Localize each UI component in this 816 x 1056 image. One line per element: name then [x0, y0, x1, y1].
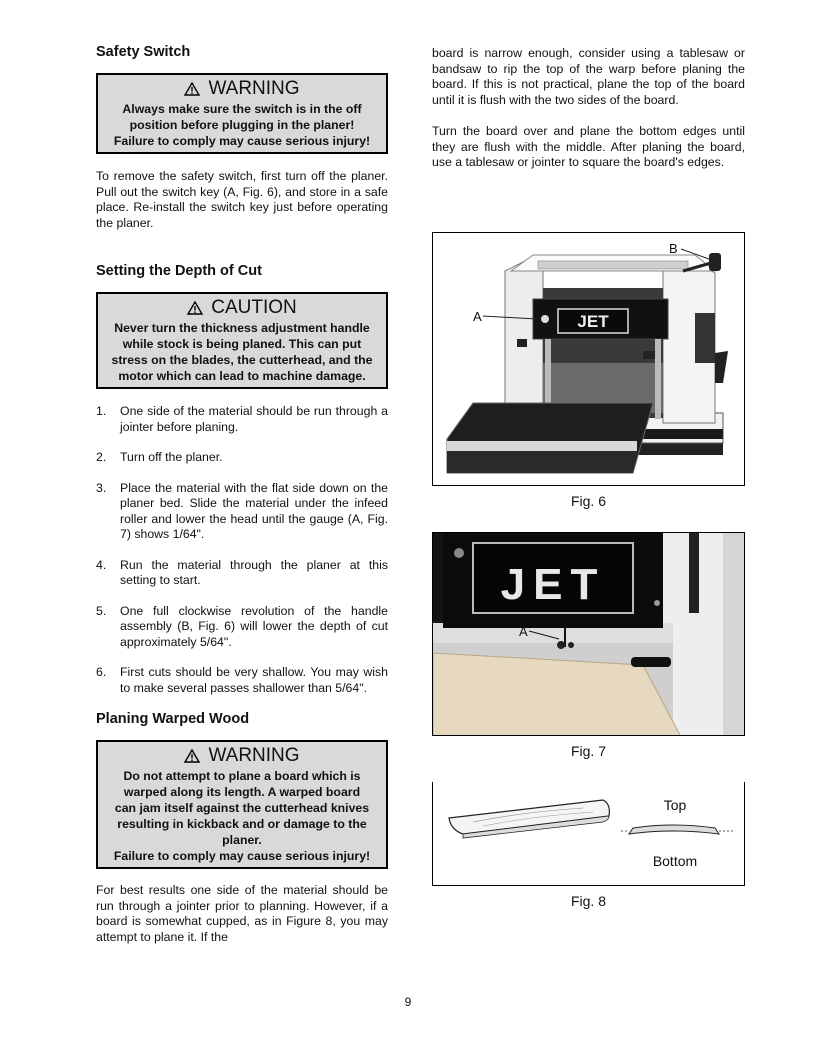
- warning-box-warped: [96, 740, 388, 869]
- figure-8-caption: Fig. 8: [570, 893, 606, 909]
- step-number: 2.: [96, 450, 107, 464]
- fig6-label-b: B: [669, 241, 678, 256]
- figure-7-photo: [432, 532, 745, 736]
- list-item: [96, 665, 388, 696]
- caution-title: [104, 296, 380, 320]
- warning-title: [104, 77, 380, 101]
- warning-line: resulting in kickback and or damage to the: [117, 817, 367, 831]
- step-text: First cuts should be very shallow. You may wish to make several passes shallower than 5/64".: [120, 665, 388, 695]
- warped-continuation-paragraph: board is narrow enough, consider using a tablesaw or bandsaw to rip the top of the warp before planing the board. If this is not practical, plane the top of the board until it is flush with the two sides of the board.: [432, 46, 745, 107]
- section-heading-warped-wood: Planing Warped Wood: [96, 711, 250, 727]
- page-number: 9: [404, 995, 412, 1009]
- cupped-board-diagram: [433, 782, 745, 886]
- fig7-brand-label: JET: [500, 560, 606, 609]
- figure-6-caption: Fig. 6: [570, 493, 606, 509]
- list-item: [96, 481, 388, 543]
- section-heading-depth-of-cut: Setting the Depth of Cut: [96, 263, 262, 279]
- step-number: 1.: [96, 404, 107, 418]
- fig6-brand-label: JET: [577, 312, 609, 331]
- fig6-label-a: A: [473, 309, 482, 324]
- warning-title: [104, 744, 380, 768]
- step-text: One full clockwise revolution of the handle assembly (B, Fig. 6) will lower the depth of cut approximately 5/64".: [120, 603, 388, 649]
- step-text: Run the material through the planer at this setting to start.: [120, 557, 388, 587]
- warning-triangle-icon: [184, 749, 200, 763]
- warning-title-text: WARNING: [208, 745, 300, 766]
- section-heading-safety-switch: Safety Switch: [96, 44, 191, 60]
- caution-line: stress on the blades, the cutterhead, and the: [111, 353, 373, 367]
- list-item: [96, 558, 388, 589]
- bottom-edges-paragraph: Turn the board over and plane the bottom edges until they are flush with the middle. After planing the board, use a tablesaw or jointer to square the board's edges.: [432, 124, 745, 169]
- warning-line: Failure to comply may cause serious injury!: [113, 134, 371, 148]
- warning-line: warped along its length. A warped board: [123, 785, 361, 799]
- list-item: [96, 604, 388, 651]
- right-column: [432, 46, 745, 171]
- warning-triangle-icon: [187, 301, 203, 315]
- warning-triangle-icon: [184, 82, 200, 96]
- fig8-label-top: Top: [663, 797, 687, 813]
- safety-switch-paragraph: To remove the safety switch, first turn off the planer. Pull out the switch key (A, Fig. 6), and store in a safe place. Re-install the switch key just before operating the planer.: [96, 169, 388, 230]
- caution-title-text: CAUTION: [211, 297, 297, 318]
- step-text: Place the material with the flat side down on the planer bed. Slide the material under the infeed roller and lower the head until the gauge (A, Fig. 7) shows 1/64".: [120, 480, 388, 541]
- step-text: Turn off the planer.: [120, 450, 223, 464]
- list-item: [96, 450, 388, 466]
- planer-illustration: [433, 233, 745, 486]
- warning-box-safety: [96, 73, 388, 154]
- caution-box-depth: [96, 292, 388, 389]
- warning-line: position before plugging in the planer!: [129, 118, 355, 132]
- caution-line: while stock is being planed. This can put: [122, 337, 362, 351]
- warning-line: Failure to comply may cause serious injury!: [113, 849, 371, 863]
- step-number: 3.: [96, 480, 107, 495]
- depth-steps-list: [96, 404, 388, 696]
- warning-title-text: WARNING: [208, 78, 300, 99]
- warning-line: Do not attempt to plane a board which is: [123, 769, 361, 783]
- warning-line: planer.: [222, 833, 262, 847]
- left-column: [96, 44, 388, 945]
- figure-7-caption: Fig. 7: [570, 743, 606, 759]
- caution-line: Never turn the thickness adjustment handle: [114, 321, 370, 335]
- fig8-label-bottom: Bottom: [652, 853, 698, 869]
- step-number: 5.: [96, 603, 107, 618]
- list-item: [96, 404, 388, 435]
- step-number: 6.: [96, 665, 107, 679]
- warped-wood-paragraph: For best results one side of the material should be run through a jointer prior to planning. However, if a board is somewhat cupped, as in Figure 8, you may attempt to plane it. If the: [96, 883, 388, 944]
- gauge-illustration: [433, 533, 745, 736]
- caution-line: motor which can lead to machine damage.: [118, 369, 366, 383]
- step-text: One side of the material should be run through a jointer before planing.: [120, 404, 388, 434]
- warning-line: Always make sure the switch is in the off: [122, 102, 362, 116]
- step-number: 4.: [96, 557, 107, 572]
- warning-line: can jam itself against the cutterhead knives: [114, 801, 370, 815]
- figure-8-diagram: [432, 782, 745, 886]
- figure-6-photo: [432, 232, 745, 486]
- fig7-label-a: A: [519, 624, 528, 639]
